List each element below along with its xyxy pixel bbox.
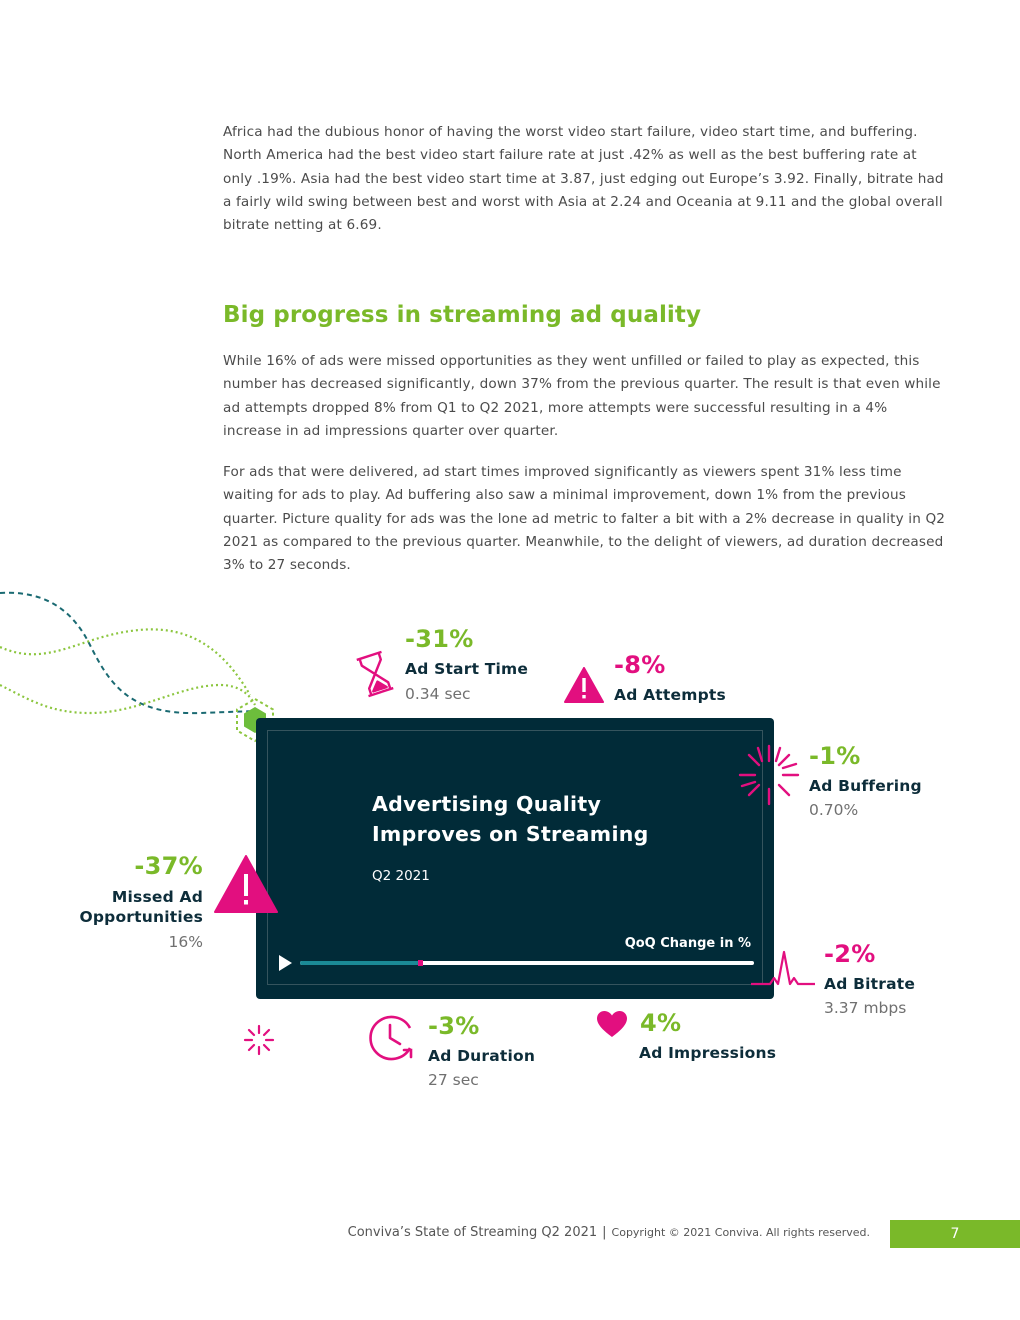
ad-attempts-label: Ad Attempts (614, 686, 726, 704)
buffering-spinner-icon (738, 744, 800, 806)
hourglass-icon (352, 650, 398, 698)
ad-bitrate-label: Ad Bitrate (824, 975, 916, 993)
ad-buffering-label: Ad Buffering (809, 777, 922, 795)
progress-marker (418, 960, 423, 966)
qoq-label: QoQ Change in % (624, 936, 751, 951)
loading-spinner-icon (243, 1024, 275, 1056)
video-player-card (256, 718, 774, 999)
progress-bar-fill (300, 961, 418, 965)
footer (348, 1225, 870, 1240)
ad-buffering-value: 0.70% (809, 801, 859, 819)
ad-duration-change: -3% (428, 1012, 480, 1040)
footer-separator: | (602, 1225, 607, 1240)
clock-icon (364, 1012, 420, 1064)
ad-bitrate-change: -2% (824, 940, 876, 968)
missed-ad-opportunities-label-line2: Opportunities (79, 908, 203, 926)
missed-ad-opportunities-label-line1: Missed Ad (111, 888, 203, 906)
missed-ad-opportunities-change: -37% (134, 852, 203, 880)
progress-bar (300, 961, 754, 965)
ad-duration-label: Ad Duration (428, 1047, 536, 1065)
section-heading: Big progress in streaming ad quality (223, 302, 702, 328)
ad-duration-value: 27 sec (428, 1071, 479, 1089)
signal-spike-icon (750, 948, 816, 988)
paragraph-ad-delivery: For ads that were delivered, ad start times improved significantly as viewers spent 31% less time waiting for ads to play. Ad buffering also saw a minimal improvement, down 1% from the previous quarter. Picture quality for ads was the lone ad metric to falter a bit with a 2% decrease in quality in Q2 2021 as compared to the previous quarter. Meanwhile, to the delight of viewers, ad duration decreased 3% to 27 seconds. (223, 464, 946, 574)
missed-ad-opportunities-label (40, 887, 203, 927)
ad-start-time-value: 0.34 sec (405, 685, 471, 703)
intro-paragraph: Africa had the dubious honor of having the worst video start failure, video start time, and buffering. North America had the best video start failure rate at just .42% as well as the best buffering rate at only .19%. Asia had the best video start time at 3.87, just edging out Europe’s 3.92. Finally, bitrate had a fairly wild swing between best and worst with Asia at 2.24 and Oceania at 9.11 and the global overall bitrate netting at 6.69. (223, 124, 944, 234)
page-number: 7 (890, 1220, 1020, 1248)
infographic-title: Advertising Quality Improves on Streaming (372, 792, 649, 846)
warning-icon (564, 667, 604, 703)
footer-report-title: Conviva’s State of Streaming Q2 2021 (347, 1225, 598, 1240)
infographic-subtitle: Q2 2021 (372, 868, 430, 884)
ad-attempts-change: -8% (614, 651, 666, 679)
ad-buffering-change: -1% (809, 742, 861, 770)
heart-icon (595, 1009, 629, 1039)
warning-icon (213, 854, 279, 914)
play-icon (277, 954, 293, 972)
footer-copyright: Copyright © 2021 Conviva. All rights reserved. (611, 1226, 870, 1239)
ad-impressions-change: 4% (640, 1009, 682, 1037)
ad-start-time-change: -31% (405, 625, 474, 653)
ad-bitrate-value: 3.37 mbps (824, 999, 907, 1017)
ad-start-time-label: Ad Start Time (405, 660, 529, 678)
ad-impressions-label: Ad Impressions (639, 1044, 777, 1062)
missed-ad-opportunities-value: 16% (168, 933, 203, 951)
paragraph-missed-opportunities: While 16% of ads were missed opportunities as they went unfilled or failed to play as expected, this number has decreased significantly, down 37% from the previous quarter. The result is that even while ad attempts dropped 8% from Q1 to Q2 2021, more attempts were successful resulting in a 4% increase in ad impressions quarter over quarter. (223, 353, 941, 439)
